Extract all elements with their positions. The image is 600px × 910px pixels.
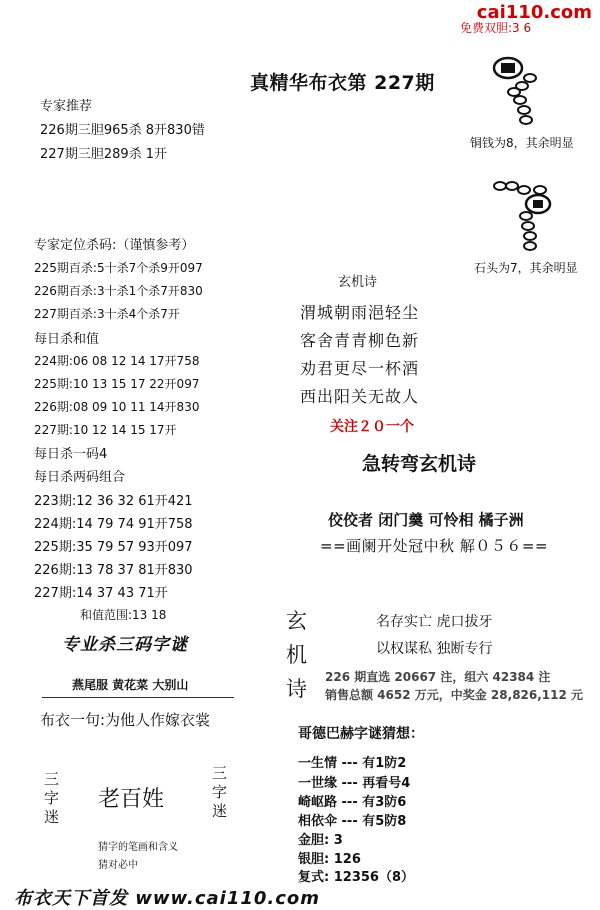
- position-kill-line: 227期百杀:3十杀4个杀7开: [34, 307, 180, 321]
- goldbach-row: 一世缘 --- 再看号4: [298, 776, 411, 791]
- daily-two-line: 226期:13 78 37 81开830: [34, 563, 193, 578]
- daily-sum-line: 226期:08 09 10 11 14开830: [34, 400, 200, 414]
- one-line-phrase: 布衣一句:为他人作嫁衣裳: [40, 711, 211, 729]
- follow-note: 关注２０一个: [330, 419, 414, 435]
- riddle-words: 燕尾服 黄花菜 大别山: [72, 678, 189, 692]
- sales-line: 销售总额 4652 万元，中奖金 28,826,112 元: [325, 688, 584, 702]
- daily-sum-line: 227期:10 12 14 15 17开: [34, 423, 177, 437]
- site-logo-text: cai110.com: [476, 2, 592, 23]
- page-title: 真精华布衣第 227期: [250, 72, 435, 94]
- coin-caption-2: 石头为7，其余明显: [474, 261, 578, 275]
- three-char-left: 三字迷: [44, 770, 60, 826]
- poem-line: 劝君更尽一杯酒: [300, 359, 420, 378]
- daily-two-line: 227期:14 37 43 71开: [34, 586, 168, 601]
- daily-two-heading: 每日杀两码组合: [34, 470, 126, 485]
- poem2-line: 以权谋私 独断专行: [376, 641, 493, 657]
- daily-sum-heading: 每日杀和值: [34, 332, 100, 347]
- poem-line: 西出阳关无故人: [300, 387, 420, 406]
- position-kill-heading: 专家定位杀码:（谨慎参考）: [34, 238, 195, 253]
- compound-pick: 复式: 12356（8）: [298, 870, 414, 885]
- coin-caption-1: 铜钱为8，其余明显: [470, 136, 574, 150]
- expert-line: 226期三胆965杀 8开830错: [40, 123, 205, 138]
- goldbach-heading: 哥德巴赫字谜猜想：: [298, 726, 424, 742]
- position-kill-line: 225期百杀:5十杀7个杀9开097: [34, 261, 203, 275]
- poem-heading: 玄机诗: [338, 275, 378, 290]
- vertical-poem-label: 玄机诗: [286, 609, 307, 701]
- daily-sum-line: 225期:10 13 15 17 22开097: [34, 377, 200, 391]
- goldbach-row: 崎岖路 --- 有3防6: [298, 795, 407, 810]
- gold-pick: 金胆: 3: [298, 833, 343, 848]
- three-char-answer: 老百姓: [98, 787, 165, 812]
- sum-range: 和值范围:13 18: [80, 608, 167, 622]
- position-kill-line: 226期百杀:3十杀1个杀7开830: [34, 284, 203, 298]
- poem2-line: 名存实亡 虎口拔牙: [376, 614, 493, 630]
- daily-two-line: 223期:12 36 32 61开421: [34, 494, 193, 509]
- three-char-right: 三字迷: [212, 764, 228, 820]
- expert-line: 227期三胆289杀 1开: [40, 147, 168, 162]
- goldbach-row: 相依伞 --- 有5防8: [298, 814, 407, 829]
- silver-pick: 银胆: 126: [298, 852, 361, 867]
- three-char-note: 猜对必中: [98, 860, 138, 871]
- footer-text: 布衣天下首发 www.cai110.com: [14, 888, 321, 909]
- poem-line: 渭城朝雨浥轻尘: [300, 303, 420, 322]
- daily-sum-line: 224期:06 08 12 14 17开758: [34, 354, 200, 368]
- poem-hint: ==画阑开处冠中秋 解０５６==: [320, 537, 549, 555]
- coin-picture-2: [490, 176, 556, 254]
- goldbach-row: 一生情 --- 有1防2: [298, 756, 407, 771]
- daily-two-line: 225期:35 79 57 93开097: [34, 540, 193, 555]
- free-double-label: 免费双胆:3 6: [460, 21, 532, 35]
- daily-one-heading: 每日杀一码4: [34, 447, 108, 462]
- three-char-note: 猜字的笔画和含义: [98, 842, 178, 853]
- poem-line: 客舍青青柳色新: [300, 331, 420, 350]
- expert-heading: 专家推荐: [40, 99, 93, 114]
- riddle-names: 佼佼者 闭门羹 可怜相 橘子洲: [328, 511, 524, 529]
- divider: [42, 697, 234, 698]
- daily-two-line: 224期:14 79 74 91开758: [34, 517, 193, 532]
- riddle-title: 专业杀三码字谜: [62, 635, 188, 655]
- coin-picture-1: [484, 52, 554, 128]
- sales-line: 226 期直选 20667 注，组六 42384 注: [325, 670, 551, 684]
- sharp-turn-title: 急转弯玄机诗: [362, 453, 477, 475]
